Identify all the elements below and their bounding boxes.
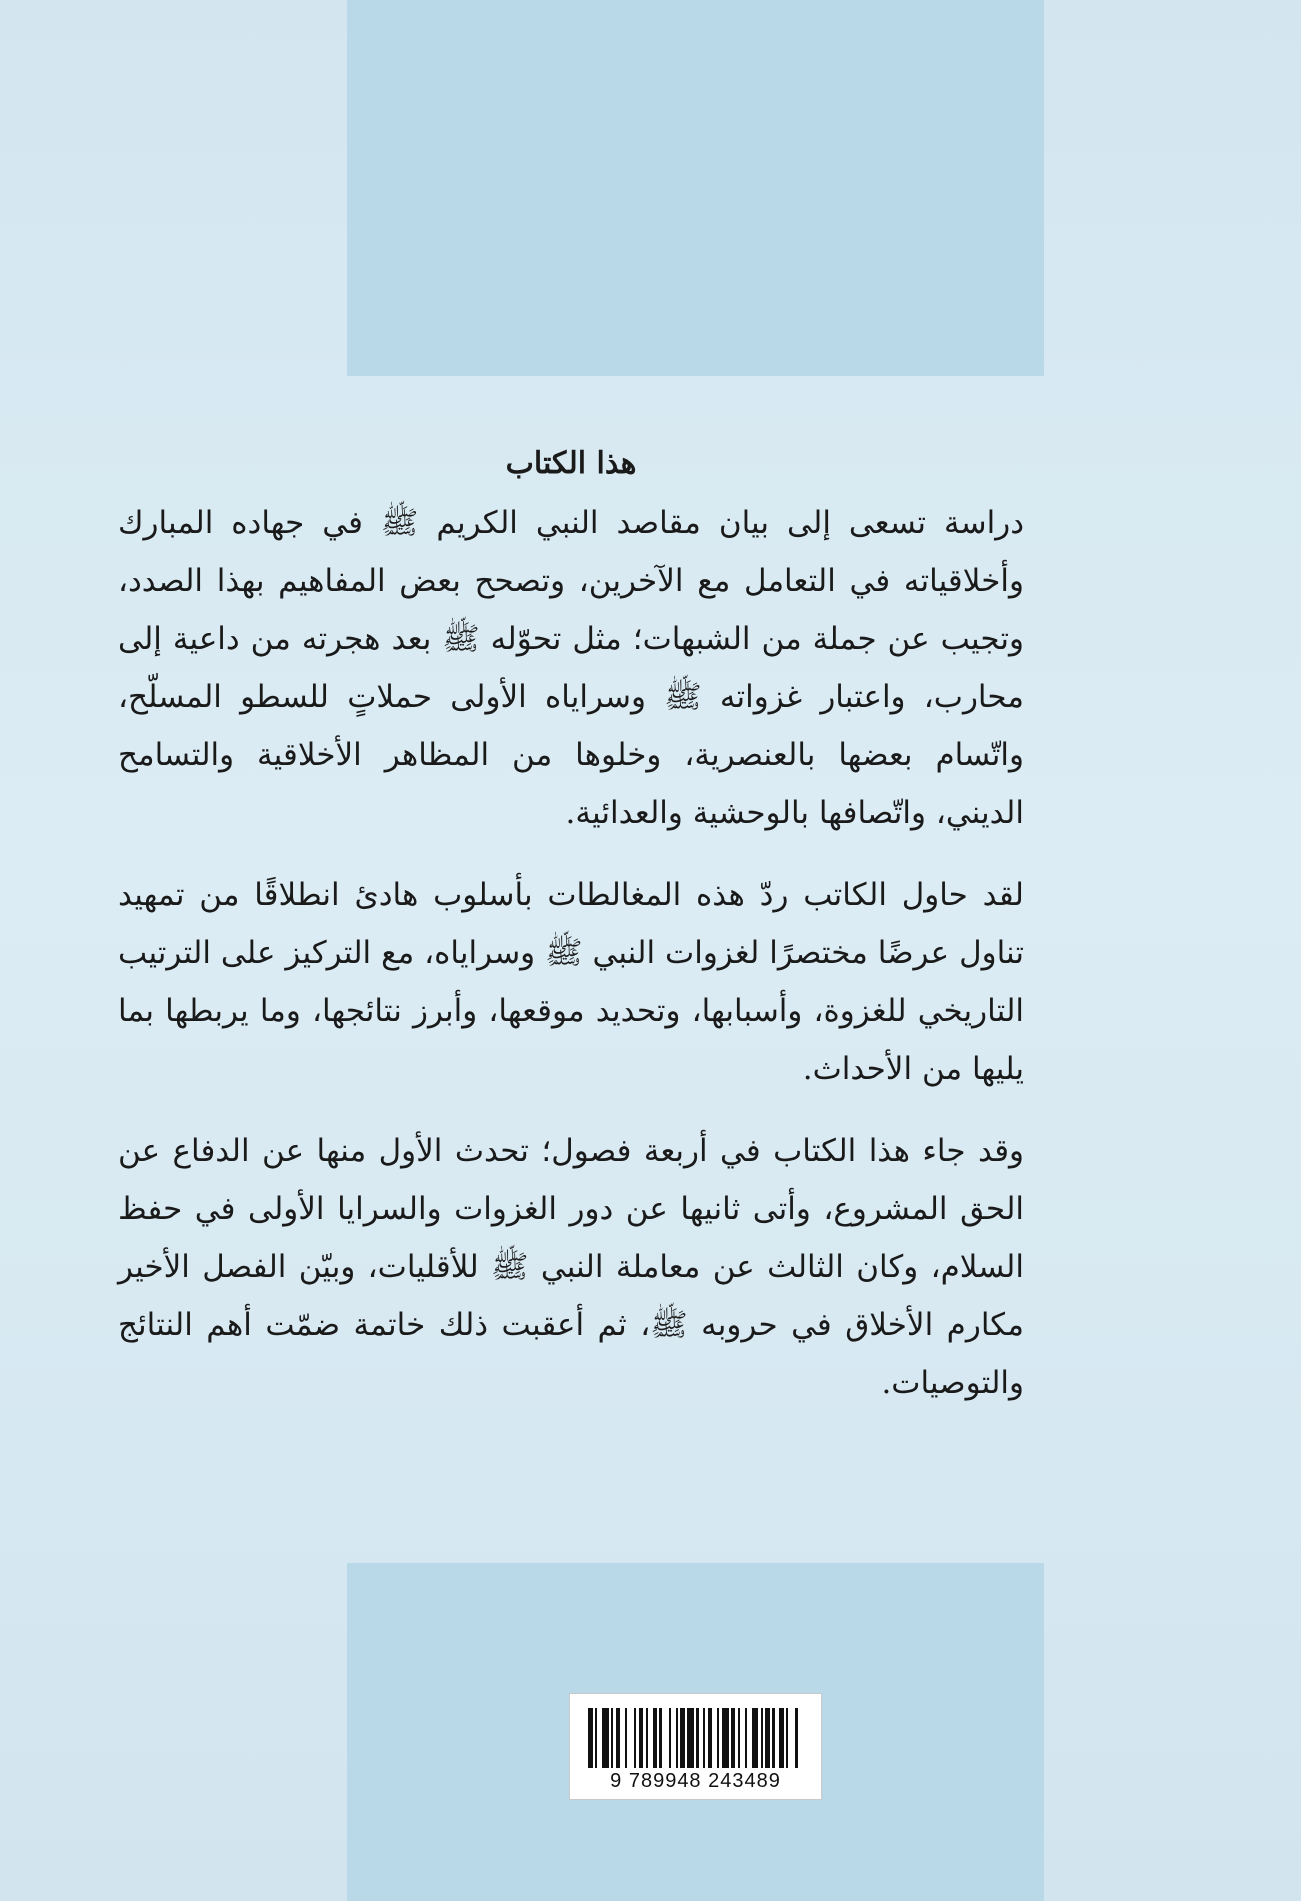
barcode-stripe [752,1708,759,1768]
description-paragraph-3: وقد جاء هذا الكتاب في أربعة فصول؛ تحدث الأول منها عن الدفاع عن الحق المشروع، وأتى ثانيها عن دور الغزوات والسرايا الأولى في حفظ السلام، وكان الثالث عن معاملة النبي ﷺ للأقليات، وبيّن الفصل الأخير مكارم الأخلاق في حروبه ﷺ، ثم أعقبت ذلك خاتمة ضمّت أهم النتائج والتوصيات. [118,1133,1024,1401]
barcode-stripe [602,1708,609,1768]
isbn-barcode [569,1693,822,1800]
book-description [118,440,1024,1436]
barcode-stripe [722,1708,729,1768]
description-paragraph-1: دراسة تسعى إلى بيان مقاصد النبي الكريم ﷺ في جهاده المبارك وأخلاقياته في التعامل مع الآخرين، وتصحح بعض المفاهيم بهذا الصدد، وتجيب عن جملة من الشبهات؛ مثل تحوّله ﷺ بعد هجرته من داعية إلى محارب، واعتبار غزواته ﷺ وسراياه الأولى حملاتٍ للسطو المسلّح، واتّسام بعضها بالعنصرية، وخلوها من المظاهر الأخلاقية والتسامح الديني، واتّصافها بالوحشية والعدائية. [118,505,1024,831]
description-heading: هذا الكتاب [505,446,637,481]
barcode-stripe [687,1708,694,1768]
isbn-number: 9 789948 243489 [610,1770,781,1792]
barcode-stripe [627,1708,634,1768]
top-decorative-panel [347,0,1044,376]
barcode-stripe [788,1708,795,1768]
barcode-bars-icon [588,1708,803,1768]
barcode-stripe [798,1708,803,1768]
barcode-stripe [662,1708,669,1768]
description-paragraph-2: لقد حاول الكاتب ردّ هذه المغالطات بأسلوب هادئ انطلاقًا من تمهيد تناول عرضًا مختصرًا لغزوات النبي ﷺ وسراياه، مع التركيز على الترتيب التاريخي للغزوة، وأسبابها، وتحديد موقعها، وأبرز نتائجها، وما يربطها بما يليها من الأحداث. [118,877,1024,1087]
